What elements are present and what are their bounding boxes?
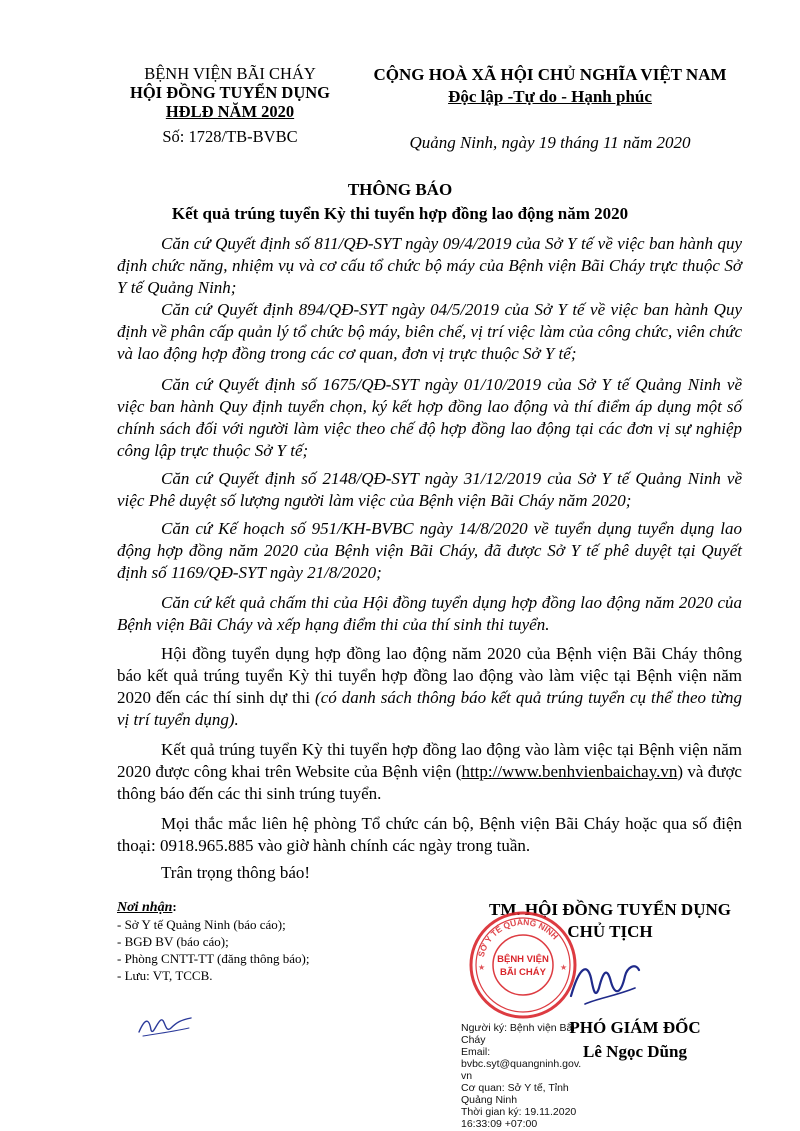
body-paragraph-website (117, 739, 742, 805)
seal-star-right: ★ (560, 963, 568, 972)
motto: Độc lập -Tự do - Hạnh phúc (448, 87, 652, 106)
digital-sig-line: Cơ quan: Sở Y tế, Tỉnh (461, 1082, 569, 1094)
digital-sig-line: bvbc.syt@quangninh.gov. (461, 1058, 582, 1070)
digital-sig-line: Người ký: Bệnh viện Bãi (461, 1022, 575, 1034)
digital-sig-line: Quảng Ninh (461, 1094, 518, 1106)
handwritten-signature (565, 948, 645, 1018)
recipient-item: - Phòng CNTT-TT (đăng thông báo); (117, 951, 310, 966)
initials-mark (135, 1012, 195, 1040)
recipients-heading: Nơi nhận (117, 900, 173, 915)
place-date: Quảng Ninh, ngày 19 tháng 11 năm 2020 (409, 133, 691, 152)
on-behalf-title: TM. HỘI ĐỒNG TUYỂN DỤNG (489, 900, 731, 919)
nation-title: CỘNG HOÀ XÃ HỘI CHỦ NGHĨA VIỆT NAM (373, 65, 727, 84)
recipients (117, 898, 377, 984)
digital-sig-line: Thời gian ký: 19.11.2020 (461, 1106, 577, 1118)
header-left (100, 64, 360, 146)
hospital-seal (468, 910, 578, 1020)
basis-paragraph: Căn cứ Quyết định số 2148/QĐ-SYT ngày 31/12/2019 của Sở Y tế Quảng Ninh về việc Phê duyệt số lượng người làm việc của Bệnh viện Bãi Cháy năm 2020; (117, 469, 742, 510)
signer-name: Lê Ngọc Dũng (583, 1042, 687, 1061)
digital-signature-info (461, 1022, 591, 1130)
results-note: (có danh sách thông báo kết quả trúng tuyển cụ thể theo từng vị trí tuyển dụng). (117, 688, 742, 729)
recipient-item: - BGĐ BV (báo cáo); (117, 934, 229, 949)
basis-paragraph: Căn cứ Kế hoạch số 951/KH-BVBC ngày 14/8/2020 về tuyển dụng tuyển dụng lao động hợp đồng năm 2020 của Bệnh viện Bãi Cháy, đã được Sở Y tế phê duyệt tại Quyết định số 1169/QĐ-SYT ngày 21/8/2020; (117, 519, 742, 582)
seal-ring-text: SỞ Y TẾ QUẢNG NINH (475, 916, 561, 959)
results-text: Hội đồng tuyển dụng hợp đồng lao động năm 2020 của Bệnh viện Bãi Cháy thông báo kết quả trúng tuyển Kỳ thi tuyển hợp đồng lao động vào làm việc tại Bệnh viện năm 2020 đến các thí sinh dự thi (117, 644, 742, 707)
recipient-item: - Sở Y tế Quảng Ninh (báo cáo); (117, 917, 286, 932)
signer-position: PHÓ GIÁM ĐỐC (569, 1018, 701, 1037)
seal-center-line2: BÃI CHÁY (500, 967, 546, 978)
basis-paragraph: Căn cứ Quyết định 894/QĐ-SYT ngày 04/5/2019 của Sở Y tế về việc ban hành Quy định về phân cấp quản lý tổ chức bộ máy, biên chế, vị trí việc làm của công chức, viên chức và lao động hợp đồng trong các cơ quan, đơn vị trực thuộc Sở Y tế; (117, 300, 742, 363)
body-paragraph-results (117, 643, 742, 731)
digital-sig-line: Email: (461, 1046, 491, 1058)
digital-sig-line: Cháy (461, 1034, 486, 1046)
doc-number: Số: 1728/TB-BVBC (162, 127, 298, 146)
seal-center-line1: BỆNH VIỆN (497, 954, 549, 965)
header-right (355, 64, 745, 154)
basis-paragraph: Căn cứ kết quả chấm thi của Hội đồng tuyển dụng hợp đồng lao động năm 2020 của Bệnh viện Bãi Cháy và xếp hạng điểm thi của thí sinh thi tuyển. (117, 593, 742, 634)
org-name: BỆNH VIỆN BÃI CHÁY (144, 64, 316, 83)
basis-paragraph: Căn cứ Quyết định số 811/QĐ-SYT ngày 09/4/2019 của Sở Y tế về việc ban hành quy định chức năng, nhiệm vụ và cơ cấu tổ chức bộ máy của Bệnh viện Bãi Cháy trực thuộc Sở Y tế Quảng Ninh; (117, 234, 742, 297)
website-text-after: ) và được thông báo đến các thi sinh trúng tuyển. (117, 762, 742, 803)
svg-text:SỞ Y TẾ QUẢNG NINH (476, 916, 560, 958)
council-sub: HĐLĐ NĂM 2020 (165, 102, 295, 121)
doc-title: THÔNG BÁO (347, 180, 453, 199)
digital-sig-line: 16:33:09 +07:00 (461, 1118, 538, 1130)
digital-sig-line: vn (461, 1070, 473, 1082)
basis-paragraph: Căn cứ Quyết định số 1675/QĐ-SYT ngày 01/10/2019 của Sở Y tế Quảng Ninh về việc ban hành Quy định tuyển chọn, ký kết hợp đồng lao động và thí điểm áp dụng một số chính sách đối với người làm việc theo chế độ hợp đồng lao động tại các đơn vị sự nghiệp công lập trực thuộc Sở Y tế; (117, 375, 742, 460)
closing-line: Trân trọng thông báo! (161, 863, 311, 882)
recipient-item: - Lưu: VT, TCCB. (117, 968, 213, 983)
council-name: HỘI ĐỒNG TUYỂN DỤNG (129, 83, 330, 102)
doc-subtitle: Kết quả trúng tuyển Kỳ thi tuyển hợp đồng lao động năm 2020 (171, 204, 629, 223)
title-block (0, 178, 800, 226)
body-paragraph-contact: Mọi thắc mắc liên hệ phòng Tổ chức cán bộ, Bệnh viện Bãi Cháy hoặc qua số điện thoại: 0918.965.885 vào giờ hành chính các ngày trong tuần. (117, 814, 742, 855)
website-link[interactable]: http://www.benhvienbaichay.vn (461, 762, 678, 781)
recipients-heading-colon: : (172, 899, 177, 914)
chair-title: CHỦ TỊCH (567, 922, 653, 941)
seal-star-left: ★ (478, 963, 486, 972)
website-text-before: Kết quả trúng tuyển Kỳ thi tuyển hợp đồng lao động vào làm việc tại Bệnh viện năm 2020 được công khai trên Website của Bệnh viện ( (117, 740, 742, 781)
